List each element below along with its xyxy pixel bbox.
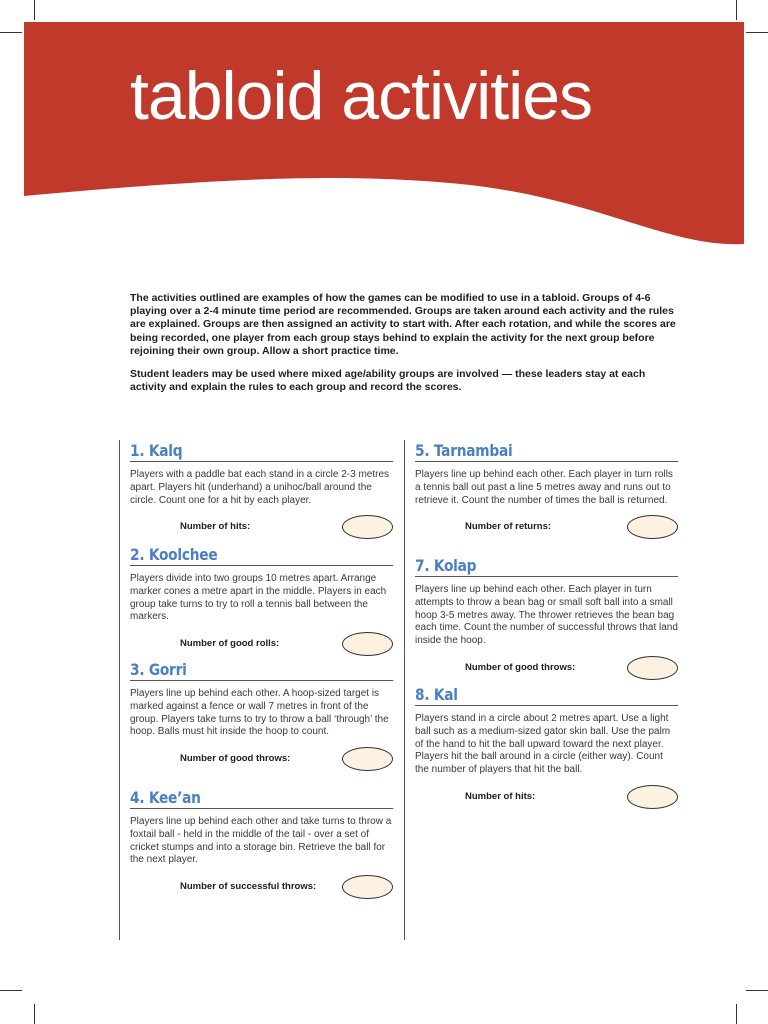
- activity-description: Players line up behind each other. A hoop-sized target is marked against a fence or wall 7 metres in front of the group. Players take turns to try to throw a ball ‘through’ the hoop. Balls must hit inside the hoop to count.: [130, 688, 389, 738]
- activity-koolchee: [130, 545, 394, 658]
- score-row: [415, 515, 679, 541]
- activity-description: Players with a paddle bat each stand in a circle 2-3 metres apart. Players hit (underhand) a unihoc/ball around the circle. Count one for a hit by each player.: [130, 469, 390, 506]
- crop-mark: [736, 1004, 737, 1024]
- activity-description: Players divide into two groups 10 metres apart. Arrange marker cones a metre apart in the middle. Players in each group take turns to try to roll a tennis ball between the markers.: [130, 573, 387, 623]
- activity-kal: [415, 685, 679, 811]
- crop-mark: [34, 1004, 35, 1024]
- score-oval[interactable]: [627, 515, 678, 539]
- activity-title: 4. Kee’an: [130, 788, 393, 809]
- activity-gorri: [130, 660, 394, 773]
- intro-text: [130, 292, 680, 404]
- score-oval[interactable]: [342, 875, 393, 899]
- activity-tarnambai: [415, 441, 679, 541]
- activity-description: Players stand in a circle about 2 metres apart. Use a light ball such as a medium-sized gator skin ball. Use the palm of the hand to hit the ball upward toward the next player. Players hit the ball around in a circle (either way). Count the number of players that hit the ball.: [415, 713, 671, 776]
- activity-title: 3. Gorri: [130, 660, 393, 681]
- activity-title: 7. Kolap: [415, 556, 678, 577]
- score-oval[interactable]: [627, 785, 678, 809]
- score-label: Number of hits:: [180, 521, 251, 533]
- score-row: [415, 656, 679, 682]
- activity-title: 8. Kal: [415, 685, 678, 706]
- score-oval[interactable]: [342, 515, 393, 539]
- score-oval[interactable]: [342, 632, 393, 656]
- column-divider: [404, 440, 405, 940]
- activity-description: Players line up behind each other and take turns to throw a foxtail ball - held in the middle of the tail - over a set of cricket stumps and into a storage bin. Retrieve the ball for the next player.: [130, 816, 392, 866]
- score-oval[interactable]: [342, 747, 393, 771]
- intro-paragraph: Student leaders may be used where mixed age/ability groups are involved — these leaders stay at each activity and explain the rules to each group and record the scores.: [130, 368, 646, 394]
- score-row: [130, 515, 394, 541]
- score-label: Number of good throws:: [465, 661, 576, 673]
- activity-title: 2. Koolchee: [130, 545, 393, 566]
- activity-description: Players line up behind each other. Each player in turn rolls a tennis ball out past a line 5 metres away and runs out to retrieve it. Count the number of times the ball is returned.: [415, 469, 673, 506]
- header-banner: [0, 0, 768, 270]
- score-row: [415, 785, 679, 811]
- score-label: Number of returns:: [465, 521, 552, 533]
- score-label: Number of good rolls:: [180, 638, 280, 650]
- intro-paragraph: The activities outlined are examples of how the games can be modified to use in a tabloid. Groups of 4-6 playing over a 2-4 minute time period are recommended. Groups are taken around each activity and the rules are explained. Groups are then assigned an activity to start with. After each rotation, and while the scores are being recorded, one player from each group stays behind to explain the activity for the next group before rejoining their own group. Allow a short practice time.: [130, 292, 676, 357]
- activity-description: Players line up behind each other. Each player in turn attempts to throw a bean bag or small soft ball into a small hoop 3-5 metres away. The thrower retrieves the bean bag each time. Count the number of successful throws that land inside the hoop.: [415, 584, 678, 647]
- score-label: Number of successful throws:: [180, 881, 317, 893]
- score-label: Number of good throws:: [180, 753, 291, 765]
- crop-mark: [0, 990, 22, 991]
- activity-title: 1. Kalq: [130, 441, 393, 462]
- page-title: tabloid activities: [130, 58, 593, 134]
- crop-mark: [746, 990, 768, 991]
- column-rule: [119, 440, 120, 940]
- score-row: [130, 632, 394, 658]
- activity-title: 5. Tarnambai: [415, 441, 678, 462]
- score-label: Number of hits:: [465, 790, 536, 802]
- activity-kolap: [415, 556, 679, 682]
- score-oval[interactable]: [627, 656, 678, 680]
- activity-kalq: [130, 441, 394, 541]
- score-row: [130, 875, 394, 901]
- score-row: [130, 747, 394, 773]
- activity-keean: [130, 788, 394, 901]
